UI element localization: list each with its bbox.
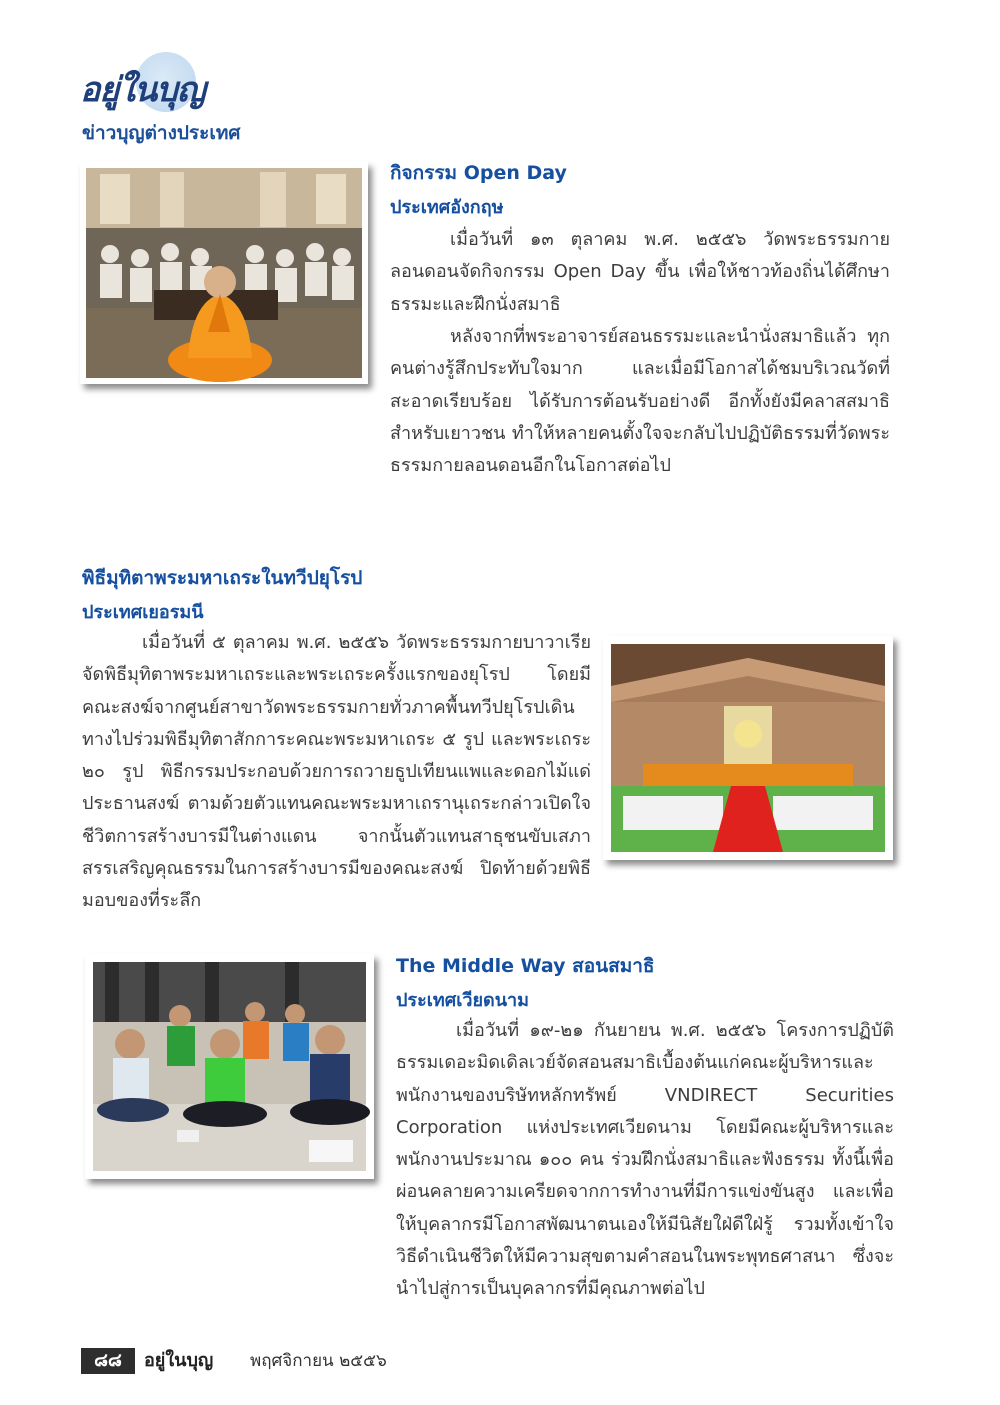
article-1-subtitle: ประเทศอังกฤษ — [390, 197, 504, 218]
photo-vietnam-meditation — [85, 954, 374, 1179]
article-2-subtitle: ประเทศเยอรมนี — [82, 602, 204, 623]
article-1-paragraph-2: หลังจากที่พระอาจารย์สอนธรรมะและนำนั่งสมาธิแล้ว ทุกคนต่างรู้สึกประทับใจมาก และเมื่อมีโอกาสได้ชมบริเวณวัดที่สะอาดเรียบร้อย ได้รับการต้อนรับอย่างดี อีกทั้งยังมีคลาสสมาธิสำหรับเยาวชน ทำให้หลายคนตั้งใจจะกลับไปปฏิบัติธรรมที่วัดพระธรรมกายลอนดอนอีกในโอกาสต่อไป — [390, 326, 890, 477]
footer-issue-date: พฤศจิกายน ๒๕๕๖ — [250, 1351, 387, 1371]
photo-bavaria-ceremony — [603, 636, 893, 860]
footer-magazine-name: อยู่ในบุญ — [144, 1350, 214, 1371]
logo-text: อยู่ในบุญ — [80, 70, 205, 110]
article-1-paragraph-1: เมื่อวันที่ ๑๓ ตุลาคม พ.ศ. ๒๕๕๖ วัดพระธรรมกายลอนดอนจัดกิจกรรม Open Day ขึ้น เพื่อให้ชาวท้องถิ่นได้ศึกษาธรรมะและฝึกนั่งสมาธิ — [390, 229, 890, 315]
article-2-title: พิธีมุทิตาพระมหาเถระในทวีปยุโรป — [82, 567, 363, 589]
article-1-title: กิจกรรม Open Day — [390, 162, 567, 184]
magazine-logo — [80, 52, 220, 118]
section-label: ข่าวบุญต่างประเทศ — [82, 122, 241, 144]
article-2-paragraph-1: เมื่อวันที่ ๕ ตุลาคม พ.ศ. ๒๕๕๖ วัดพระธรรมกายบาวาเรียจัดพิธีมุทิตาพระมหาเถระและพระเถระครั้งแรกของยุโรป โดยมีคณะสงฆ์จากศูนย์สาขาวัดพระธรรมกายทั่วภาคพื้นทวีปยุโรปเดินทางไปร่วมพิธีมุทิตาสักการะคณะพระมหาเถระ ๕ รูป และพระเถระ ๒๐ รูป พิธีกรรมประกอบด้วยการถวายธูปเทียนแพและดอกไม้แด่ประธานสงฆ์ ตามด้วยตัวแทนคณะพระมหาเถรานุเถระกล่าวเปิดใจชีวิตการสร้างบารมีในต่างแดน จากนั้นตัวแทนสาธุชนขับเสภาสรรเสริญคุณธรรมในการสร้างบารมีของคณะสงฆ์ ปิดท้ายด้วยพิธีมอบของที่ระลึก — [82, 632, 591, 912]
article-3-paragraph-1: เมื่อวันที่ ๑๙-๒๑ กันยายน พ.ศ. ๒๕๕๖ โครงการปฏิบัติธรรมเดอะมิดเดิลเวย์จัดสอนสมาธิเบื้องต้นแก่คณะผู้บริหารและพนักงานของบริษัทหลักทรัพย์ VNDIRECT Securities Corporation แห่งประเทศเวียดนาม โดยมีคณะผู้บริหารและพนักงานประมาณ ๑๐๐ คน ร่วมฝึกนั่งสมาธิและฟังธรรม ทั้งนี้เพื่อผ่อนคลายความเครียดจากการทำงานที่มีการแข่งขันสูง และเพื่อให้บุคลากรมีโอกาสพัฒนาตนเองให้มีนิสัยใฝ่ดีใฝ่รู้ รวมทั้งเข้าใจวิธีดำเนินชีวิตให้มีความสุขตามคำสอนในพระพุทธศาสนา ซึ่งจะนำไปสู่การเป็นบุคลากรที่มีคุณภาพต่อไป — [396, 1020, 894, 1300]
article-3-subtitle: ประเทศเวียดนาม — [396, 990, 529, 1011]
page-number: ๘๘ — [81, 1348, 135, 1374]
article-3-title: The Middle Way สอนสมาธิ — [396, 955, 655, 977]
photo-london-open-day — [80, 162, 368, 384]
